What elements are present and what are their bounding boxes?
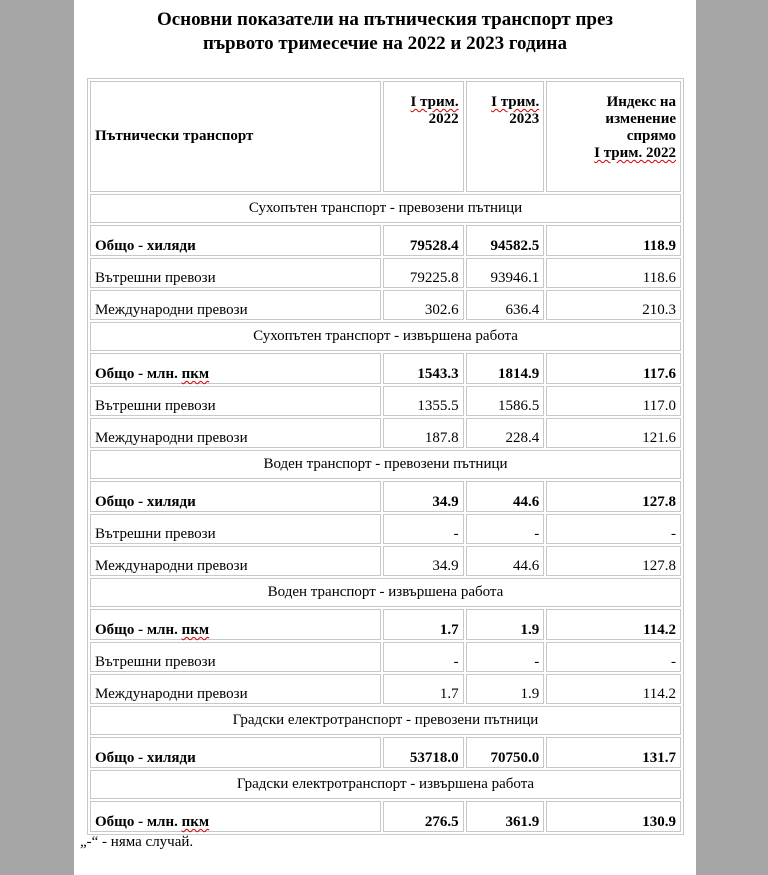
document-page [74,0,696,875]
value-index: 118.6 [546,258,681,288]
title-line-2: първото тримесечие на 2022 и 2023 година [203,33,567,54]
value-q1-2022: - [383,642,464,672]
row-label [90,353,381,384]
header-transport: Пътнически транспорт [90,81,381,192]
value-index: 118.9 [546,225,681,256]
section-row [90,194,681,223]
table-row [90,642,681,672]
value-q1-2022: 34.9 [383,546,464,576]
row-label: Международни превози [90,546,381,576]
section-row [90,450,681,479]
total-row [90,353,681,384]
header-q1-2022-label: I трим. [410,94,459,110]
value-index: 117.0 [546,386,681,416]
value-index: 114.2 [546,674,681,704]
value-index: 127.8 [546,546,681,576]
value-q1-2022: 79225.8 [383,258,464,288]
section-label: Градски електротранспорт - извършена работа [90,770,681,799]
value-index: - [546,642,681,672]
section-row [90,322,681,351]
value-q1-2023: - [466,514,545,544]
row-label-text: Общо - млн. [95,622,182,638]
value-index: 131.7 [546,737,681,768]
row-label: Международни превози [90,290,381,320]
value-q1-2023: 44.6 [466,481,545,512]
value-index: 210.3 [546,290,681,320]
value-q1-2023: 93946.1 [466,258,545,288]
row-label-text: Общо - млн. [95,814,182,830]
value-q1-2022: 1.7 [383,674,464,704]
value-q1-2022: 79528.4 [383,225,464,256]
section-row [90,578,681,607]
row-label: Международни превози [90,674,381,704]
value-q1-2022: 1.7 [383,609,464,640]
value-q1-2022: 1355.5 [383,386,464,416]
section-label: Воден транспорт - извършена работа [90,578,681,607]
table-row [90,290,681,320]
total-row [90,481,681,512]
header-index-line1: Индекс на [606,94,676,110]
header-index-line4: I трим. 2022 [594,145,676,161]
value-q1-2022: 53718.0 [383,737,464,768]
table-body [90,81,681,832]
value-q1-2022: 1543.3 [383,353,464,384]
header-q1-2022 [383,81,464,192]
row-label-unit: пкм [181,622,210,638]
value-q1-2023: 1.9 [466,609,545,640]
total-row [90,225,681,256]
row-label: Общо - хиляди [90,225,381,256]
section-label: Сухопътен транспорт - превозени пътници [90,194,681,223]
title-line-1: Основни показатели на пътническия транспорт през [156,9,614,30]
row-label: Вътрешни превози [90,514,381,544]
header-q1-2023-label: I трим. [491,94,540,110]
value-index: 130.9 [546,801,681,832]
value-q1-2023: 94582.5 [466,225,545,256]
value-index: 114.2 [546,609,681,640]
row-label-unit: пкм [181,814,210,830]
total-row [90,609,681,640]
row-label: Общо - хиляди [90,737,381,768]
value-q1-2023: 361.9 [466,801,545,832]
document-title [74,8,696,56]
value-q1-2023: 44.6 [466,546,545,576]
table-row [90,674,681,704]
value-q1-2023: 1586.5 [466,386,545,416]
value-q1-2022: 34.9 [383,481,464,512]
section-label: Воден транспорт - превозени пътници [90,450,681,479]
section-label: Градски електротранспорт - превозени пътници [90,706,681,735]
value-q1-2023: 70750.0 [466,737,545,768]
table-header-row [90,81,681,192]
value-q1-2022: 276.5 [383,801,464,832]
table-row [90,386,681,416]
value-index: 117.6 [546,353,681,384]
row-label-text: Общо - млн. [95,366,182,382]
value-q1-2023: 636.4 [466,290,545,320]
table-row [90,418,681,448]
header-index-line3: спрямо [626,128,676,144]
section-label: Сухопътен транспорт - извършена работа [90,322,681,351]
row-label: Вътрешни превози [90,258,381,288]
row-label [90,609,381,640]
row-label: Вътрешни превози [90,386,381,416]
header-index-line2: изменение [605,111,676,127]
header-index [546,81,681,192]
footnote: „-“ - няма случай. [80,834,194,850]
transport-table [87,78,684,835]
value-index: - [546,514,681,544]
value-q1-2022: 187.8 [383,418,464,448]
row-label: Вътрешни превози [90,642,381,672]
header-q1-2023-year: 2023 [509,111,540,127]
row-label [90,801,381,832]
row-label: Международни превози [90,418,381,448]
row-label-unit: пкм [181,366,210,382]
section-row [90,770,681,799]
header-q1-2023 [466,81,545,192]
table-row [90,514,681,544]
table-row [90,546,681,576]
total-row [90,737,681,768]
value-q1-2023: 228.4 [466,418,545,448]
value-q1-2023: 1814.9 [466,353,545,384]
row-label: Общо - хиляди [90,481,381,512]
value-q1-2022: 302.6 [383,290,464,320]
total-row [90,801,681,832]
value-q1-2022: - [383,514,464,544]
value-index: 127.8 [546,481,681,512]
header-q1-2022-year: 2022 [428,111,459,127]
value-index: 121.6 [546,418,681,448]
table-row [90,258,681,288]
section-row [90,706,681,735]
value-q1-2023: 1.9 [466,674,545,704]
value-q1-2023: - [466,642,545,672]
